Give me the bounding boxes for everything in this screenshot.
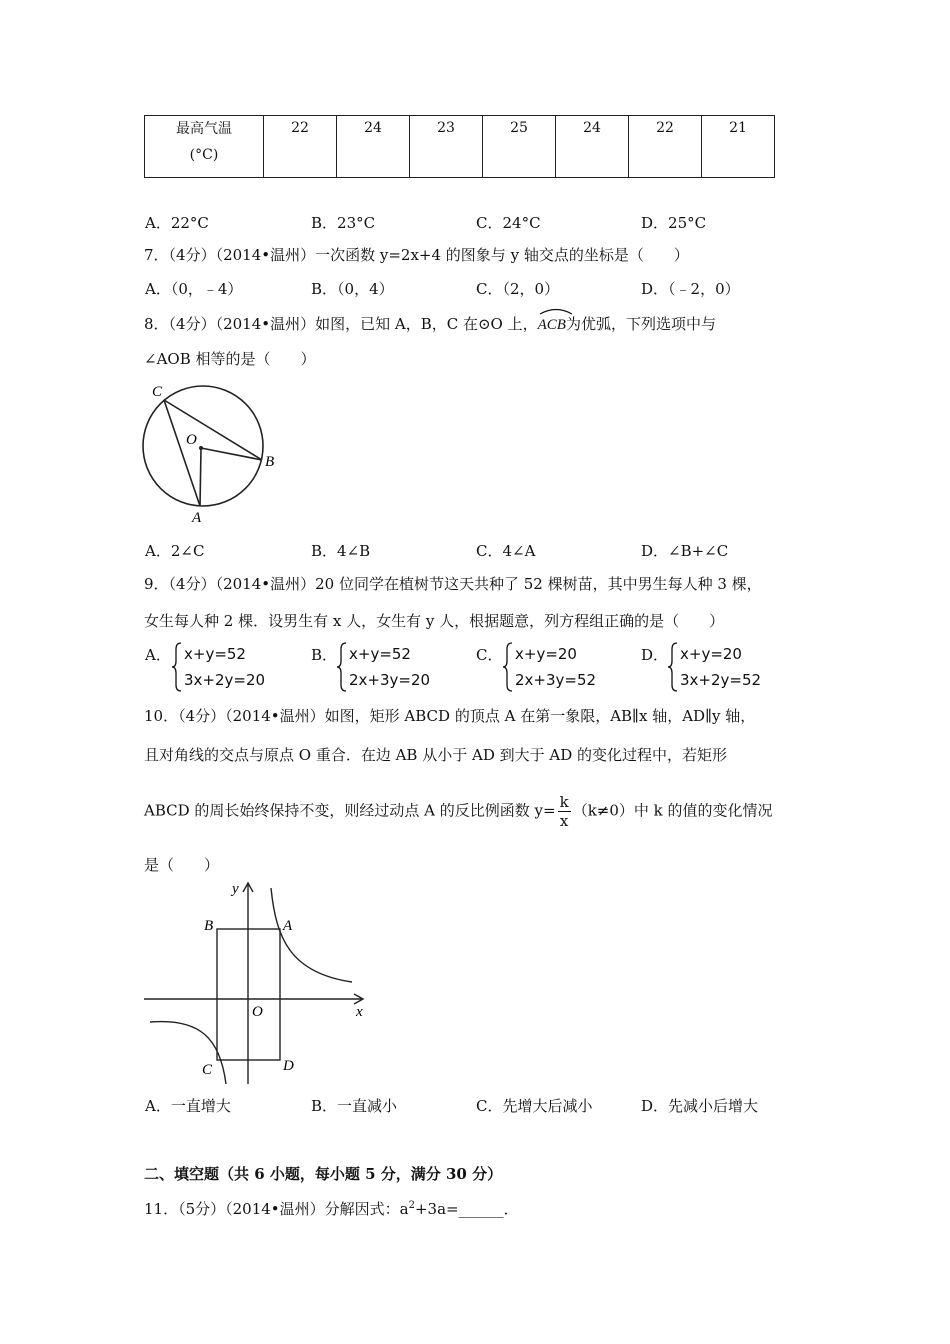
q8-stem-after: 为优弧，下列选项中与 [565, 315, 716, 333]
label-b: B [204, 918, 214, 934]
label-a: A [192, 510, 202, 526]
q7-option-a: A．（0，﹣4） [145, 280, 243, 298]
table-cell: 24 [556, 116, 629, 178]
q11-stem-before: 11．（5分）（2014•温州）分解因式：a [144, 1200, 409, 1218]
q10-stem-before: ABCD 的周长始终保持不变，则经过动点 A 的反比例函数 y= [144, 801, 556, 820]
temperature-table [144, 115, 775, 178]
q8-stem-before: 8．（4分）（2014•温州）如图，已知 A，B，C 在⊙O 上， [144, 315, 538, 333]
option-letter: C． [476, 646, 503, 664]
option-letter: B． [311, 646, 338, 664]
q11-stem-after: +3a=______． [414, 1200, 519, 1218]
q10-option-c: C．先增大后减小 [476, 1097, 593, 1115]
q8-option-b: B．4∠B [311, 542, 371, 560]
q10-stem-after: （k≠0）中 k 的值的变化情况 [572, 801, 773, 820]
table-header-line1: 最高气温 [176, 121, 232, 137]
table-cell: 24 [337, 116, 410, 178]
q8-option-d: D．∠B+∠C [641, 542, 729, 560]
segment-oa [200, 448, 201, 506]
equation-1: x+y=20 [680, 645, 742, 663]
q6-option-b: B．23°C [311, 214, 376, 232]
option-letter: A． [145, 646, 171, 664]
equation-2: 2x+3y=20 [349, 671, 431, 689]
option-letter: D． [641, 646, 669, 664]
q8-option-a: A．2∠C [145, 542, 205, 560]
hyperbola-branch-third-quadrant [150, 1022, 226, 1084]
label-c: C [202, 1062, 213, 1078]
q6-option-a: A．22°C [145, 214, 209, 232]
q8-option-c: C．4∠A [476, 542, 536, 560]
q11-stem [144, 1198, 519, 1219]
q6-option-d: D．25°C [641, 214, 707, 232]
q8-stem-line2: ∠AOB 相等的是（ ） [144, 350, 316, 368]
section-title: 二、填空题（共 6 小题，每小题 5 分，满分 30 分） [144, 1165, 503, 1183]
q8-stem-line1 [144, 311, 716, 334]
exponent: 2 [408, 1200, 415, 1211]
label-y: y [232, 881, 239, 897]
arc-icon [538, 307, 574, 315]
equation-1: x+y=20 [515, 645, 577, 663]
q7-stem: 7．（4分）（2014•温州）一次函数 y=2x+4 的图象与 y 轴交点的坐标是（ ） [144, 246, 689, 264]
table-cell: 25 [483, 116, 556, 178]
brace-icon [171, 641, 183, 693]
q6-option-c: C．24°C [476, 214, 541, 232]
table-cell: 22 [629, 116, 702, 178]
q10-option-a: A．一直增大 [145, 1097, 231, 1115]
label-o: O [252, 1004, 263, 1020]
q10-stem-line2: 且对角线的交点与原点 O 重合．在边 AB 从小于 AD 到大于 AD 的变化过程中，若矩形 [144, 746, 728, 764]
q7-option-b: B．（0，4） [311, 280, 394, 298]
label-o: O [186, 432, 197, 448]
q10-stem-line4: 是（ ） [144, 856, 220, 874]
label-b: B [265, 454, 275, 470]
table-header-line2: (°C) [189, 147, 219, 163]
fraction-k-over-x [558, 793, 571, 830]
table-header-cell [145, 116, 264, 178]
q8-circle-figure [140, 380, 285, 528]
q9-stem-line2: 女生每人种 2 棵．设男生有 x 人，女生有 y 人，根据题意，列方程组正确的是（ ） [144, 612, 725, 630]
fraction-denominator: x [559, 812, 569, 830]
equation-1: x+y=52 [184, 645, 246, 663]
q10-rectangle-hyperbola-figure [140, 878, 375, 1086]
equation-2: 2x+3y=52 [515, 671, 597, 689]
equation-2: 3x+2y=52 [680, 671, 762, 689]
table-row [145, 116, 775, 178]
brace-icon [667, 641, 679, 693]
table-cell: 21 [702, 116, 775, 178]
center-point [199, 446, 203, 450]
table-cell: 23 [410, 116, 483, 178]
arc-label: ACB [537, 317, 566, 333]
q10-stem-line3 [144, 793, 773, 830]
q9-stem-line1: 9．（4分）（2014•温州）20 位同学在植树节这天共种了 52 棵树苗，其中男生每人种 3 棵， [144, 575, 762, 593]
equation-2: 3x+2y=20 [184, 671, 266, 689]
q10-option-d: D．先减小后增大 [641, 1097, 759, 1115]
hyperbola-branch-first-quadrant [271, 888, 352, 982]
equation-1: x+y=52 [349, 645, 411, 663]
fraction-numerator: k [559, 793, 569, 811]
q7-option-d: D．（﹣2，0） [641, 280, 740, 298]
label-d: D [283, 1058, 294, 1074]
q10-option-b: B．一直减小 [311, 1097, 398, 1115]
brace-icon [336, 641, 348, 693]
q7-option-c: C．（2，0） [476, 280, 560, 298]
arc-notation [538, 311, 566, 334]
label-c: C [152, 384, 163, 400]
label-x: x [356, 1004, 363, 1020]
circle-o [143, 386, 263, 506]
segment-ca [164, 400, 200, 506]
label-a: A [283, 918, 293, 934]
q10-stem-line1: 10．（4分）（2014•温州）如图，矩形 ABCD 的顶点 A 在第一象限，AB∥x 轴，AD∥y 轴， [144, 707, 756, 725]
brace-icon [502, 641, 514, 693]
table-cell: 22 [264, 116, 337, 178]
